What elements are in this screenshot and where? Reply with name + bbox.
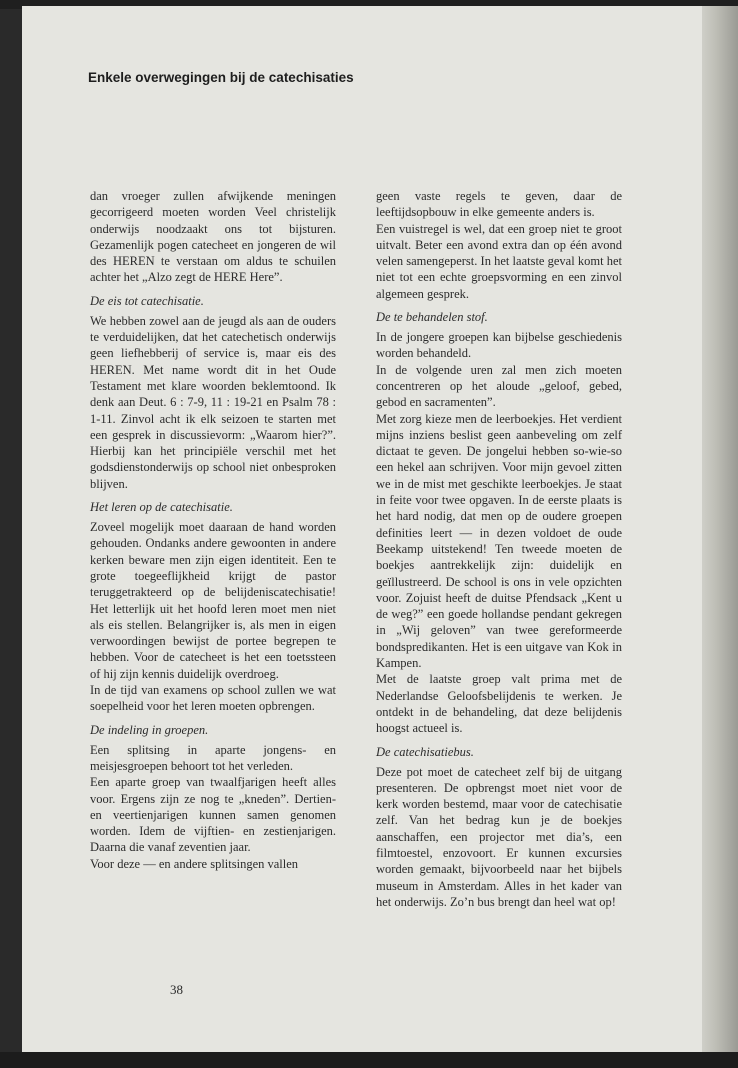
- paragraph: Voor deze — en andere splitsingen vallen: [90, 856, 299, 871]
- page-binding-edge: [702, 6, 738, 1052]
- document-page: [22, 6, 702, 1052]
- right-column: [376, 188, 622, 910]
- running-header: Enkele overwegingen bij de catechisaties: [88, 70, 354, 85]
- paragraph: Zoveel mogelijk moet daaraan de hand worden gehouden. Ondanks andere gewoonten in andere kerken beware men zijn eigen identiteit. Een te grote toegeeflijkheid krijgt de pastor teruggetrakteerd op de belijdeniscatechisatie! Het letterlijk uit het hoofd leren moet men niet als eis stellen. Belangrijker is, als men in eigen verwoordingen bewijst de portee begrepen te hebben. Voor de catecheet is het een toetssteen of hij zijn kennis duidelijk overdroeg.: [90, 520, 336, 681]
- paragraph: dan vroeger zullen afwijkende meningen gecorrigeerd moeten worden Veel christelijk onderwijs noodzaakt ons tot bijsturen. Gezamenlijk pogen catecheet en jongeren de wil des HEREN te verstaan om aldus te schuilen achter het „Alzo zegt de HERE Here”.: [90, 189, 336, 285]
- section-heading: Het leren op de catechisatie.: [90, 500, 233, 515]
- left-column: [90, 188, 336, 872]
- paragraph: Met de laatste groep valt prima met de Nederlandse Geloofsbelijdenis te werken. Je ontdekt in de behandeling, dat deze belijdenis hoogst actueel is.: [376, 672, 622, 736]
- paragraph: geen vaste regels te geven, daar de leeftijdsopbouw in elke gemeente anders is.: [376, 189, 622, 220]
- section-heading: De catechisatiebus.: [376, 744, 474, 759]
- paragraph: In de volgende uren zal men zich moeten concentreren op het aloude „geloof, gebed, gebod en sacramenten”.: [376, 362, 622, 410]
- paragraph: Een vuistregel is wel, dat een groep niet te groot uitvalt. Beter een avond extra dan op één avond velen samengeperst. In het laatste geval komt het niet tot een echte groepsvorming en een zinvol algemeen gesprek.: [376, 221, 622, 301]
- paragraph: In de jongere groepen kan bijbelse geschiedenis worden behandeld.: [376, 330, 622, 361]
- paragraph: Een splitsing in aparte jongens- en meisjesgroepen behoort tot het verleden.: [90, 742, 336, 773]
- scan-bottom-border: [0, 1052, 738, 1068]
- paragraph: Deze pot moet de catecheet zelf bij de uitgang presenteren. De opbrengst moet niet voor de kerk worden bestemd, maar voor de catechisatie zelf. Van het bedrag kun je de boekjes aanschaffen, een projector met dia’s, een filmtoestel, enzovoort. Er kunnen excursies worden gemaakt, bijvoorbeeld naar het bijbels museum in Amsterdam. Alles in het kader van het onderwijs. Zo’n bus brengt dan heel wat op!: [376, 764, 622, 909]
- paragraph: We hebben zowel aan de jeugd als aan de ouders te verduidelijken, dat het catechetisch onderwijs geen liefhebberij of service is, maar eis des HEREN. Met name wordt dit in het Oude Testament met klare woorden beklemtoond. Ik denk aan Deut. 6 : 7-9, 11 : 19-21 en Psalm 78 : 1-11. Zinvol acht ik elk seizoen te starten met een gesprek in discussievorm: „Waarom hier?”. Hierbij kan het principiële verschil met het godsdienstonderwijs op school niet onbesproken blijven.: [90, 313, 336, 491]
- paragraph: In de tijd van examens op school zullen we wat soepelheid voor het leren moeten opbrengen.: [90, 683, 336, 714]
- section-heading: De indeling in groepen.: [90, 722, 209, 737]
- paragraph: Met zorg kieze men de leerboekjes. Het verdient mijns inziens beslist geen aanbeveling om zelf dictaat te geven. De jongelui hebben so-wie-so een hekel aan schrijven. Voor mijn gevoel zitten we in de mist met geschikte leerboekjes. Je staat in feite voor twee opgaven. In de eerste plaats is het hard nodig, dat men op de oudere groepen definities leert — in dezen voldoet de oude Beekamp uitstekend! Ten tweede moeten de boekjes aantrekkelijk zijn: duidelijk en geïllustreerd. De school is ons in vele opzichten voor. Zojuist heeft de duitse Pfendsack „Kent u de weg?” een goede hollandse pendant gekregen in „Wij geloven” van twee gereformeerde bondspredikanten. Het is een uitgave van Kok in Kampen.: [376, 411, 622, 671]
- page-number: 38: [170, 982, 183, 997]
- paragraph: Een aparte groep van twaalfjarigen heeft alles voor. Ergens zijn ze nog te „kneden”. Dertien- en veertienjarigen kunnen samen genomen worden. Idem de vijftien- en zestienjarigen. Daarna die vanaf zeventien jaar.: [90, 775, 336, 855]
- section-heading: De eis tot catechisatie.: [90, 293, 204, 308]
- section-heading: De te behandelen stof.: [376, 310, 488, 325]
